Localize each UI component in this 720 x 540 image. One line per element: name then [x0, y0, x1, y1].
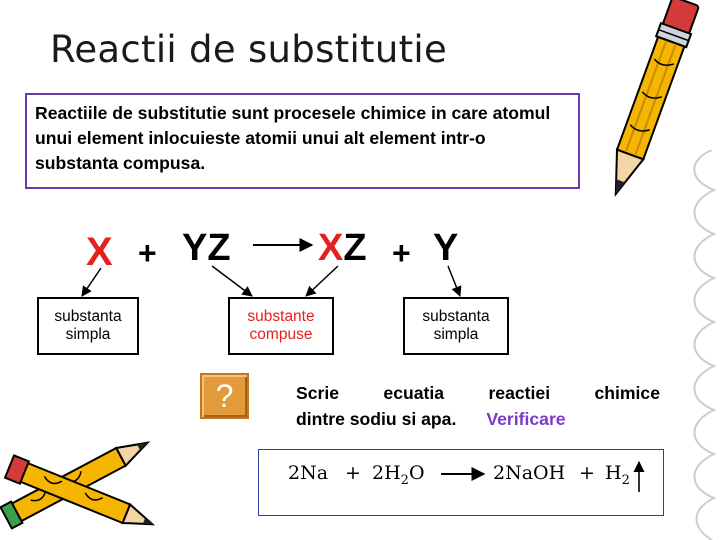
answer-water-h: 2H	[372, 462, 401, 484]
answer-hydrogen-sub: 2	[621, 472, 630, 488]
pointer-arrow-yz	[212, 266, 252, 296]
exercise-line-2-text: dintre sodiu si apa.	[296, 409, 457, 429]
definition-box: Reactiile de substitutie sunt procesele chimice in care atomul unui element inlocuieste atomii unui alt element intr-o substanta compusa.	[25, 93, 580, 189]
compound-line-1: substante	[247, 308, 315, 325]
pointer-arrow-y	[448, 266, 460, 296]
answer-2na: 2Na	[288, 462, 329, 484]
exercise-text	[296, 380, 660, 432]
answer-plus-1: +	[345, 462, 361, 484]
simple-substance-box-left	[37, 297, 139, 355]
equation-plus-1: +	[138, 235, 157, 271]
exercise-line-2	[296, 406, 660, 432]
answer-box	[258, 449, 664, 516]
answer-hydrogen-h: H	[605, 462, 622, 484]
answer-arrows	[259, 450, 665, 517]
equation-xz-x: X	[318, 227, 344, 269]
page-title: Reactii de substitutie	[50, 28, 448, 71]
answer-water-sub: 2	[400, 472, 409, 488]
equation-plus-2: +	[392, 235, 411, 271]
compound-line-2: compuse	[249, 326, 313, 343]
simple-substance-box-right	[403, 297, 509, 355]
equation-y: Y	[433, 227, 459, 269]
answer-water-o: O	[408, 462, 425, 484]
equation-yz: YZ	[182, 227, 231, 269]
simple-left-line-1: substanta	[54, 308, 122, 325]
compound-substance-box	[228, 297, 334, 355]
equation-x: X	[86, 230, 113, 274]
answer-naoh: 2NaOH	[493, 462, 566, 484]
answer-plus-2: +	[579, 462, 595, 484]
pointer-arrow-x	[82, 268, 101, 296]
question-mark-button[interactable]: ?	[200, 373, 249, 419]
pointer-arrow-xz	[306, 266, 338, 296]
simple-right-line-2: simpla	[433, 326, 479, 343]
verify-link[interactable]: Verificare	[486, 409, 566, 429]
equation-xz-z: Z	[343, 227, 367, 269]
exercise-line-1: Scrie ecuatia reactiei chimice	[296, 383, 660, 403]
simple-right-line-1: substanta	[422, 308, 490, 325]
simple-left-line-2: simpla	[65, 326, 111, 343]
